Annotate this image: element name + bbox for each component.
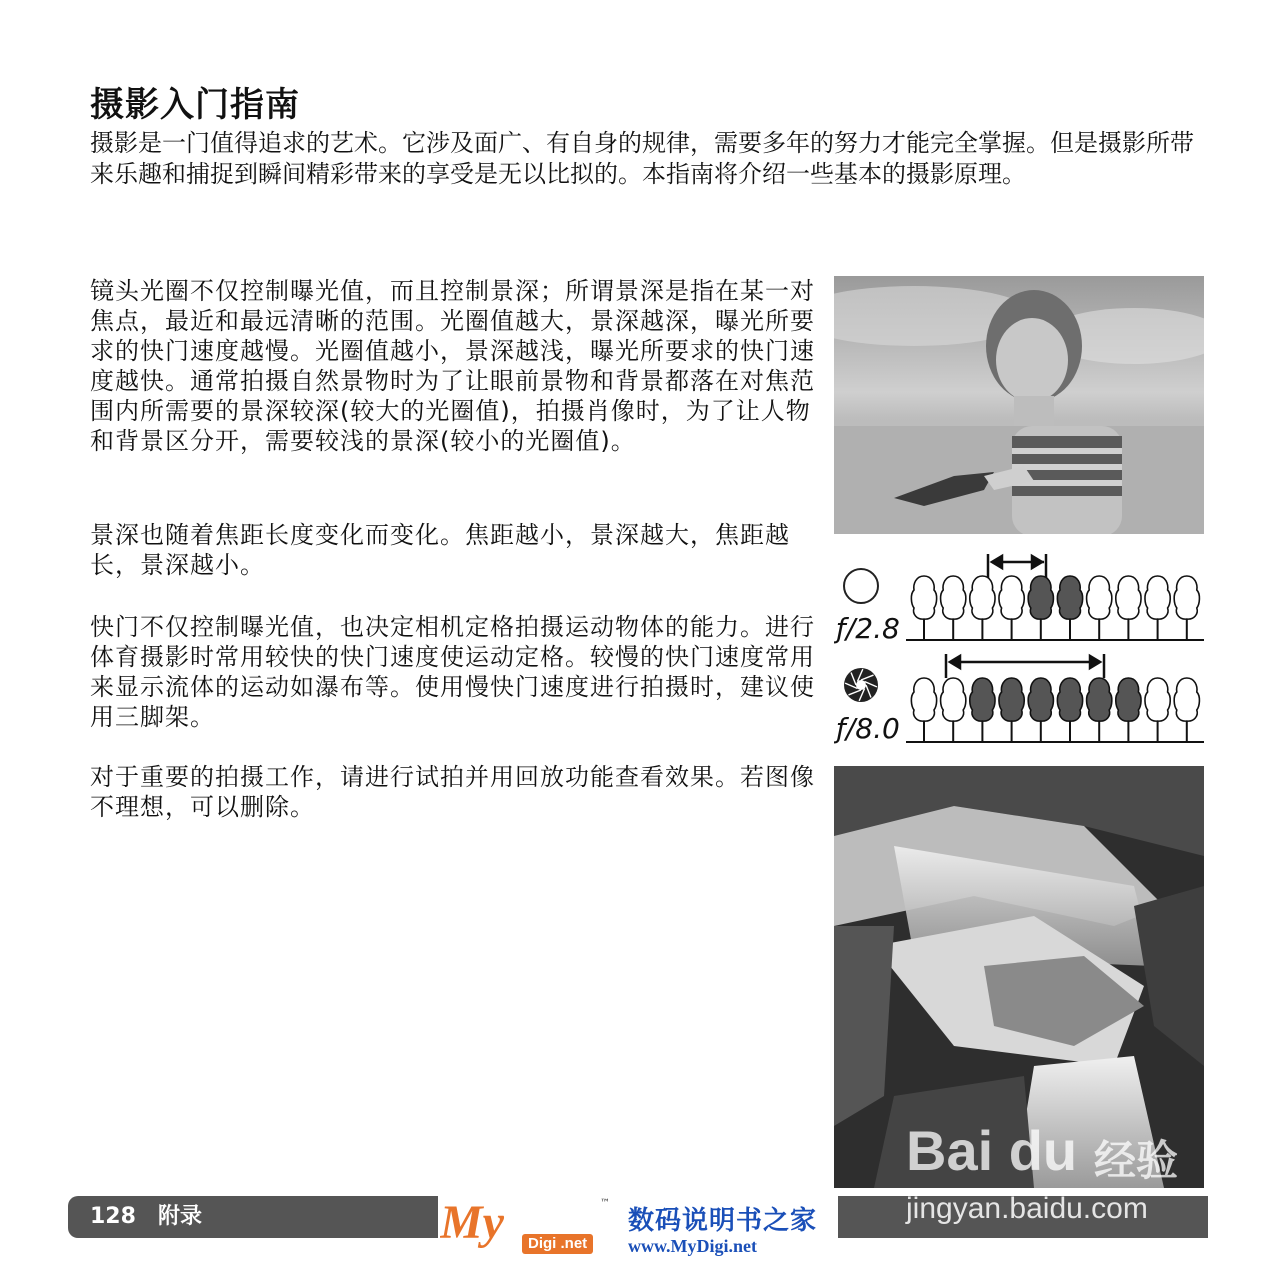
section-label: 附录: [158, 1204, 203, 1229]
f28-row-tree: [1087, 576, 1112, 640]
f80-row-tree: [1145, 678, 1170, 742]
jingyan-url-watermark: jingyan.baidu.com: [906, 1192, 1148, 1225]
logo-tm: ™: [600, 1198, 610, 1209]
depth-of-field-diagram: [834, 548, 1208, 758]
f80-row-tree: [1057, 678, 1082, 742]
f28-row-tree: [941, 576, 966, 640]
intro-paragraph: 摄影是一门值得追求的艺术。它涉及面广、有自身的规律，需要多年的努力才能完全掌握。但是摄影所带来乐趣和捕捉到瞬间精彩带来的享受是无以比拟的。本指南将介绍一些基本的摄影原理。: [90, 129, 1194, 188]
f80-row-tree: [1116, 678, 1141, 742]
dof-range-arrow-f80: [946, 654, 1104, 678]
logo-brand-text: My: [440, 1196, 504, 1249]
page-number: 128: [90, 1204, 136, 1229]
wide-aperture-icon: [844, 569, 878, 603]
f28-row-tree: [1057, 576, 1082, 640]
jingyan-watermark: 经验: [1094, 1136, 1179, 1185]
focal-length-paragraph: 景深也随着焦距长度变化而变化。焦距越小，景深越大，焦距越长，景深越小。: [90, 521, 790, 579]
f80-row-tree: [970, 678, 995, 742]
logo-url: www.MyDigi.net: [628, 1236, 757, 1256]
f80-row-tree: [1028, 678, 1053, 742]
dof-range-arrow-f28: [988, 554, 1046, 578]
page-title: 摄影入门指南: [90, 85, 300, 125]
f28-row-tree: [970, 576, 995, 640]
f28-row-tree: [1028, 576, 1053, 640]
f80-row-tree: [941, 678, 966, 742]
f28-row-tree: [1174, 576, 1199, 640]
f28-row-tree: [911, 576, 936, 640]
f80-label: ƒ/8.0: [836, 712, 900, 745]
f80-row-tree: [1174, 678, 1199, 742]
aperture-paragraph: 镜头光圈不仅控制曝光值，而且控制景深；所谓景深是指在某一对焦点，最近和最远清晰的范围。光圈值越大，景深越深，曝光所要求的快门速度越慢。光圈值越小，景深越浅，曝光所要求的快门速度越快。通常拍摄自然景物时为了让眼前景物和背景都落在对焦范围内所需要的景深较深(较大的光圈值)，拍摄肖像时，为了让人物和背景区分开，需要较浅的景深(较小的光圈值)。: [90, 277, 815, 455]
f80-row-tree: [999, 678, 1024, 742]
f28-row-tree: [1145, 576, 1170, 640]
test-shot-paragraph: 对于重要的拍摄工作，请进行试拍并用回放功能查看效果。若图像不理想，可以删除。: [90, 763, 815, 821]
f28-row-tree: [1116, 576, 1141, 640]
baidu-watermark: Bai du: [906, 1119, 1078, 1182]
narrow-aperture-icon: [844, 668, 878, 702]
logo-site-name: 数码说明书之家: [628, 1206, 818, 1236]
f80-row-tree: [1087, 678, 1112, 742]
logo-domain: Digi .net: [522, 1234, 593, 1254]
f80-row-tree: [911, 678, 936, 742]
f28-row-tree: [999, 576, 1024, 640]
f28-label: ƒ/2.8: [836, 612, 900, 645]
beach-child-photo: [834, 276, 1204, 534]
shutter-paragraph: 快门不仅控制曝光值，也决定相机定格拍摄运动物体的能力。进行体育摄影时常用较快的快门速度使运动定格。较慢的快门速度常用来显示流体的运动如瀑布等。使用慢快门速度进行拍摄时，建议使用三脚架。: [90, 613, 815, 731]
